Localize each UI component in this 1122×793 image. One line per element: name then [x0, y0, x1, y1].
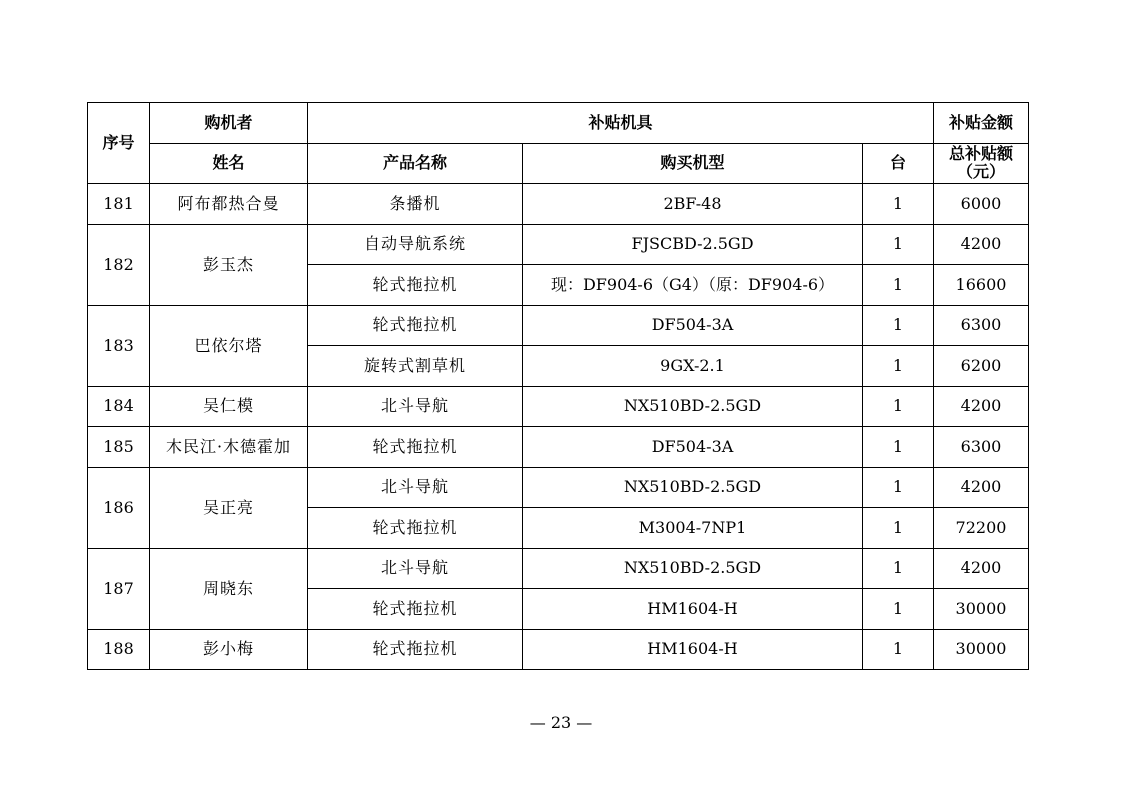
cell-name: 彭玉杰: [150, 224, 308, 305]
cell-qty: 1: [863, 346, 934, 387]
table-row: [88, 224, 1029, 265]
cell-qty: 1: [863, 386, 934, 427]
cell-amount: 4200: [934, 467, 1029, 508]
cell-name: 巴依尔塔: [150, 305, 308, 386]
cell-amount: 30000: [934, 629, 1029, 670]
subsidy-table: [87, 102, 1029, 670]
cell-qty: 1: [863, 265, 934, 306]
page-number: — 23 —: [529, 713, 593, 732]
cell-qty: 1: [863, 508, 934, 549]
cell-product: 北斗导航: [308, 548, 523, 589]
table-row: [88, 386, 1029, 427]
cell-model: 2BF-48: [523, 184, 863, 225]
table-row: [88, 184, 1029, 225]
cell-model: NX510BD-2.5GD: [523, 467, 863, 508]
cell-product: 轮式拖拉机: [308, 589, 523, 630]
cell-amount: 6300: [934, 305, 1029, 346]
cell-qty: 1: [863, 467, 934, 508]
cell-product: 条播机: [308, 184, 523, 225]
header-name: 姓名: [150, 143, 308, 184]
cell-qty: 1: [863, 589, 934, 630]
cell-seq: 182: [88, 224, 150, 305]
cell-name: 吴正亮: [150, 467, 308, 548]
cell-qty: 1: [863, 305, 934, 346]
table-row: [88, 305, 1029, 346]
header-total-line1: 总补贴额: [948, 144, 1013, 164]
cell-model: HM1604-H: [523, 589, 863, 630]
cell-seq: 183: [88, 305, 150, 386]
table-row: [88, 548, 1029, 589]
cell-name: 彭小梅: [150, 629, 308, 670]
cell-amount: 4200: [934, 386, 1029, 427]
cell-seq: 181: [88, 184, 150, 225]
header-unit: 台: [863, 143, 934, 184]
header-model: 购买机型: [523, 143, 863, 184]
cell-product: 轮式拖拉机: [308, 427, 523, 468]
header-buyer: 购机者: [150, 103, 308, 144]
header-total-line2: （元）: [956, 162, 1005, 182]
cell-model: DF504-3A: [523, 427, 863, 468]
header-row-1: [88, 103, 1029, 144]
header-machine-group: 补贴机具: [308, 103, 934, 144]
cell-qty: 1: [863, 548, 934, 589]
cell-product: 轮式拖拉机: [308, 629, 523, 670]
cell-amount: 16600: [934, 265, 1029, 306]
cell-product: 轮式拖拉机: [308, 305, 523, 346]
cell-model: 9GX-2.1: [523, 346, 863, 387]
header-amount-group: 补贴金额: [934, 103, 1029, 144]
cell-seq: 186: [88, 467, 150, 548]
cell-model: DF504-3A: [523, 305, 863, 346]
cell-name: 周晓东: [150, 548, 308, 629]
cell-model: NX510BD-2.5GD: [523, 548, 863, 589]
cell-name: 木民江·木德霍加: [150, 427, 308, 468]
cell-qty: 1: [863, 184, 934, 225]
cell-model: HM1604-H: [523, 629, 863, 670]
cell-product: 自动导航系统: [308, 224, 523, 265]
cell-amount: 6200: [934, 346, 1029, 387]
cell-product: 轮式拖拉机: [308, 265, 523, 306]
cell-product: 旋转式割草机: [308, 346, 523, 387]
cell-name: 吴仁模: [150, 386, 308, 427]
cell-seq: 185: [88, 427, 150, 468]
cell-amount: 6000: [934, 184, 1029, 225]
cell-product: 北斗导航: [308, 386, 523, 427]
cell-qty: 1: [863, 427, 934, 468]
cell-model: 现：DF904-6（G4）（原：DF904-6）: [523, 265, 863, 306]
cell-seq: 188: [88, 629, 150, 670]
cell-qty: 1: [863, 224, 934, 265]
cell-model: M3004-7NP1: [523, 508, 863, 549]
cell-amount: 30000: [934, 589, 1029, 630]
header-row-2: [88, 143, 1029, 184]
cell-name: 阿布都热合曼: [150, 184, 308, 225]
header-total: [934, 143, 1029, 184]
cell-amount: 4200: [934, 548, 1029, 589]
cell-model: NX510BD-2.5GD: [523, 386, 863, 427]
cell-product: 轮式拖拉机: [308, 508, 523, 549]
cell-product: 北斗导航: [308, 467, 523, 508]
cell-qty: 1: [863, 629, 934, 670]
header-product: 产品名称: [308, 143, 523, 184]
cell-amount: 4200: [934, 224, 1029, 265]
table-row: [88, 427, 1029, 468]
cell-model: FJSCBD-2.5GD: [523, 224, 863, 265]
cell-amount: 72200: [934, 508, 1029, 549]
cell-amount: 6300: [934, 427, 1029, 468]
cell-seq: 187: [88, 548, 150, 629]
table-row: [88, 629, 1029, 670]
table-row: [88, 467, 1029, 508]
header-seq: 序号: [88, 103, 150, 184]
cell-seq: 184: [88, 386, 150, 427]
